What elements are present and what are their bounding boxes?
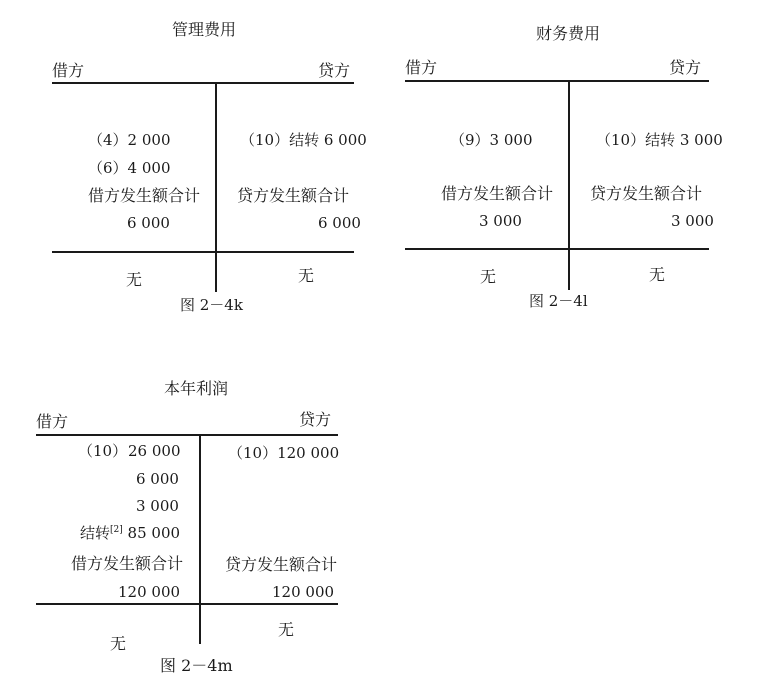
figure-caption: 图 2－4m (160, 656, 233, 675)
credit-label: 贷方 (299, 410, 332, 429)
credit-total: 120 000 (272, 583, 335, 601)
debit-entry: （10） (78, 442, 128, 460)
top-rule (405, 80, 709, 82)
t-account-divider (215, 82, 217, 292)
debit-entry: （4）2 000 (88, 131, 171, 149)
t-account-divider (568, 80, 570, 290)
credit-total: 3 000 (671, 212, 714, 230)
credit-entry: （10）结转 3 000 (596, 131, 723, 149)
credit-total-label: 贷方发生额合计 (225, 555, 338, 574)
debit-entry-amount: 85 000 (127, 524, 181, 542)
debit-balance: 无 (480, 267, 497, 286)
credit-total-label: 贷方发生额合计 (237, 186, 350, 205)
t-account-divider (199, 434, 201, 644)
debit-total: 120 000 (118, 583, 181, 601)
debit-entry: 6 000 (136, 470, 179, 488)
debit-entry-label: 结转 (80, 524, 111, 542)
credit-entry: （10）120 000 (228, 444, 340, 462)
top-rule (36, 434, 338, 436)
debit-label: 借方 (52, 61, 85, 80)
debit-total: 6 000 (127, 214, 170, 232)
account-title: 管理费用 (172, 20, 237, 39)
credit-label: 贷方 (318, 61, 351, 80)
credit-balance: 无 (278, 620, 295, 639)
account-title: 本年利润 (164, 379, 229, 398)
debit-total-label: 借方发生额合计 (88, 186, 201, 205)
credit-total: 6 000 (318, 214, 361, 232)
account-title: 财务费用 (536, 24, 601, 43)
credit-entry: （10）结转 6 000 (240, 131, 367, 149)
figure-caption: 图 2－4k (180, 296, 243, 314)
debit-entry: 3 000 (136, 497, 179, 515)
debit-balance: 无 (126, 270, 143, 289)
figure-caption: 图 2－4l (529, 292, 588, 310)
debit-total-label: 借方发生额合计 (441, 184, 554, 203)
top-rule (52, 82, 354, 84)
total-rule (52, 251, 354, 253)
debit-entry: （9）3 000 (450, 131, 533, 149)
debit-entry (80, 526, 180, 541)
debit-entry: 26 000 (128, 442, 181, 460)
debit-label: 借方 (36, 412, 69, 431)
debit-total-label: 借方发生额合计 (71, 554, 184, 573)
total-rule (405, 248, 709, 250)
footnote-marker: [2] (110, 525, 123, 535)
debit-entry: （6）4 000 (88, 159, 171, 177)
credit-balance: 无 (298, 266, 315, 285)
debit-label: 借方 (405, 58, 438, 77)
credit-label: 贷方 (669, 58, 702, 77)
credit-total-label: 贷方发生额合计 (590, 184, 703, 203)
credit-balance: 无 (649, 265, 666, 284)
debit-balance: 无 (110, 634, 127, 653)
debit-total: 3 000 (479, 212, 522, 230)
total-rule (36, 603, 338, 605)
